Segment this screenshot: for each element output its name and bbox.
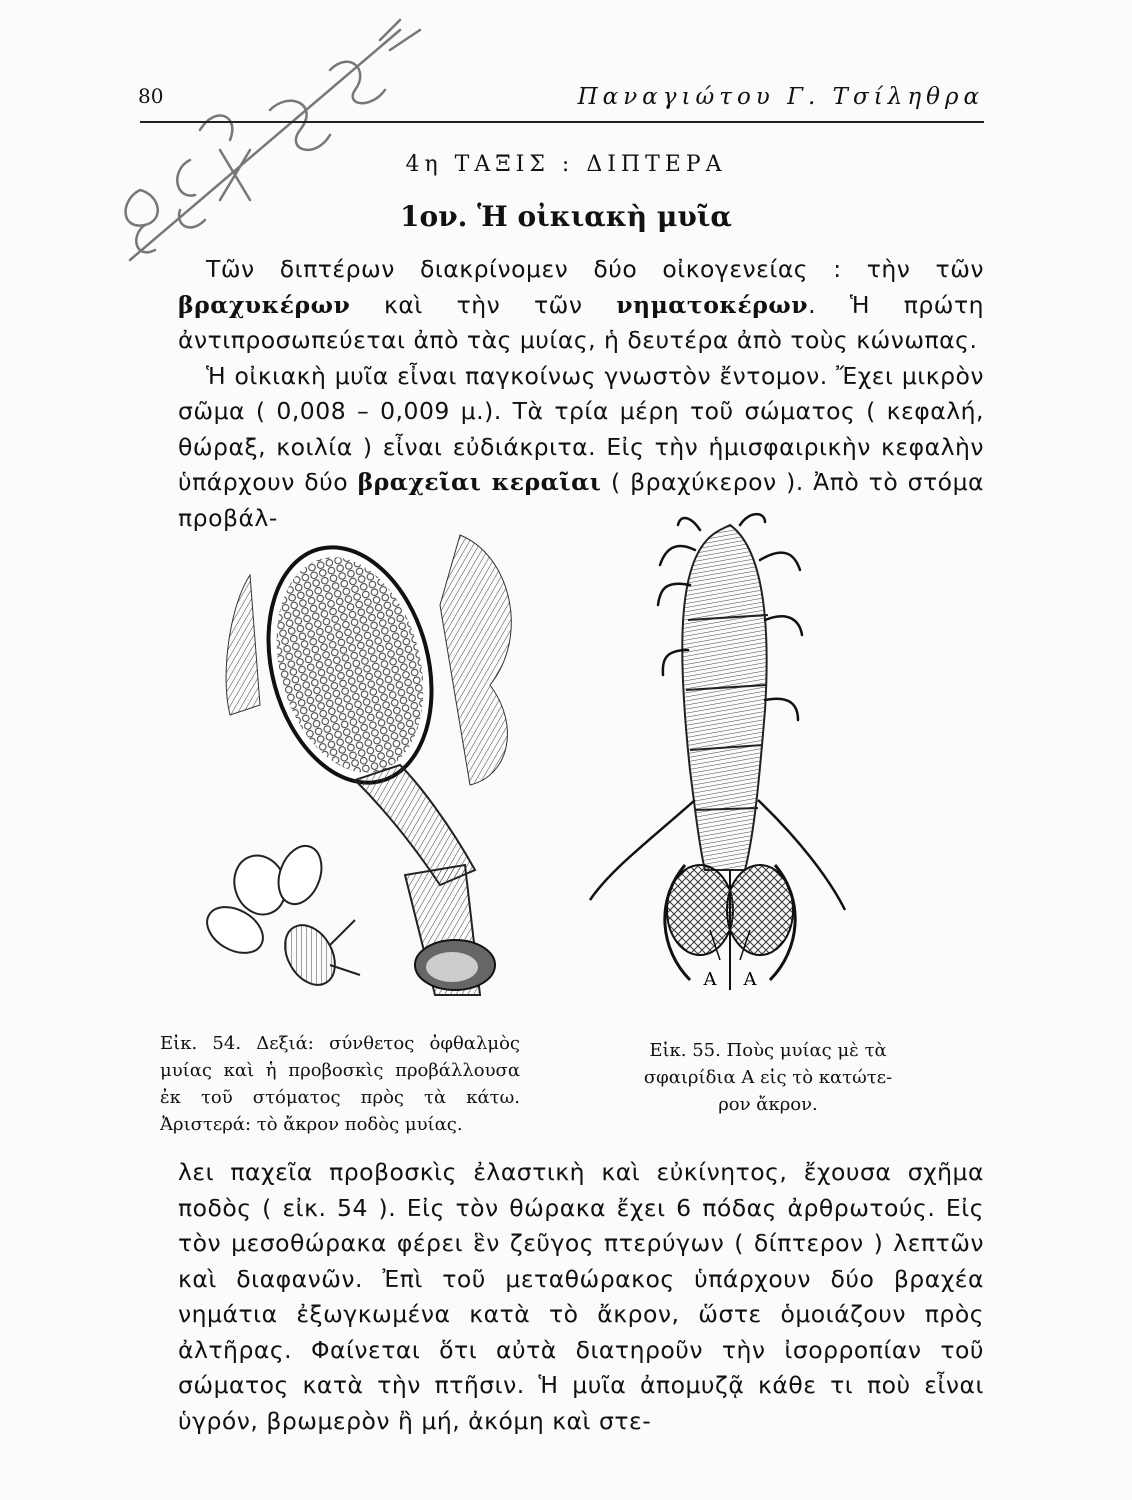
section-title: 1ον. Ἡ οἰκιακὴ μυῖα bbox=[400, 200, 732, 233]
page-number: 80 bbox=[138, 84, 164, 108]
paragraph-families: Τῶν διπτέρων διακρίνομεν δύο οἰκογενείας : τὴν τῶν βραχυκέρων καὶ τὴν τῶν νηματοκέρων. Ἡ πρώτη ἀντιπροσωπεύεται ἀπὸ τὰς μυίας, ἡ δευτέρα ἀπὸ τοὺς κώνωπας. bbox=[178, 255, 984, 354]
figure-54-illustration bbox=[190, 525, 540, 1025]
foot-tip-sketch bbox=[199, 840, 360, 994]
term-antennae: βραχεῖαι κεραῖαι bbox=[357, 468, 602, 496]
paragraph-continuation: λει παχεῖα προβοσκὶς ἐλαστικὴ καὶ εὐκίνητος, ἔχουσα σχῆμα ποδὸς ( εἰκ. 54 ). Εἰς τὸν θώρακα ἔχει 6 πόδας ἀρθρωτούς. Εἰς τὸν μεσοθώρακα φέρει ἓν ζεῦγος πτερύγων ( δίπτερον ) λεπτῶν καὶ διαφανῶν. Ἐπὶ τοῦ μεταθώρακος ὑπάρχουν δύο βραχέα νημάτια ἐξωγκωμένα κατὰ τὸ ἄκρον, ὥστε ὁμοιάζουν πρὸς ἀλτῆρας. Φαίνεται ὅτι αὐτὰ διατηροῦν τὴν ἰσορροπίαν τοῦ σώματος κατὰ τὴν πτῆσιν. Ἡ μυῖα ἀπομυζᾷ κάθε τι ποὺ εἶναι ὑγρόν, βρωμερὸν ἢ μή, ἀκόμη καὶ στε- bbox=[178, 1158, 984, 1435]
paragraph-housefly: Ἡ οἰκιακὴ μυῖα εἶναι παγκοίνως γνωστὸν ἔντομον. Ἔχει μικρὸν σῶμα ( 0,008 – 0,009 μ.). Τὰ τρία μέρη τοῦ σώματος ( κεφαλή, θώραξ, κοιλία ) εἶναι εὐδιάκριτα. Εἰς τὴν ἡμισφαιρικὴν κεφαλὴν ὑπάρχουν δύο βραχεῖαι κεραῖαι ( βραχύκερον ). Ἀπὸ τὸ στόμα προβάλ- bbox=[178, 361, 985, 532]
term-brachycera: βραχυκέρων bbox=[178, 290, 351, 319]
figure-54-caption: Εἰκ. 54. Δεξιά: σύνθετος ὀφθαλμὸς μυίας καὶ ἡ προβοσκὶς προβάλλουσα ἐκ τοῦ στόματος πρὸς τὰ κάτω. Ἀριστερά: τὸ ἄκρον ποδὸς μυίας. bbox=[160, 1033, 520, 1135]
chapter-title: 4η ΤΑΞΙΣ : ΔΙΠΤΕΡΑ bbox=[405, 152, 727, 177]
running-head: Παναγιώτου Γ. Τσίληθρα bbox=[577, 84, 984, 110]
figure-55-illustration bbox=[570, 510, 860, 1010]
figure-55-caption: Εἰκ. 55. Ποὺς μυίας μὲ τὰ σφαιρίδια Α εἰς τὸ κατώτε- ρον ἄκρον. bbox=[643, 1040, 893, 1115]
term-nematocera: νηματοκέρων bbox=[616, 290, 809, 319]
continuation-text bbox=[178, 1155, 984, 1439]
label-a-right: Α bbox=[743, 969, 757, 990]
intro-text bbox=[178, 252, 984, 536]
label-a-left: Α bbox=[703, 969, 717, 990]
header-rule bbox=[140, 121, 984, 123]
